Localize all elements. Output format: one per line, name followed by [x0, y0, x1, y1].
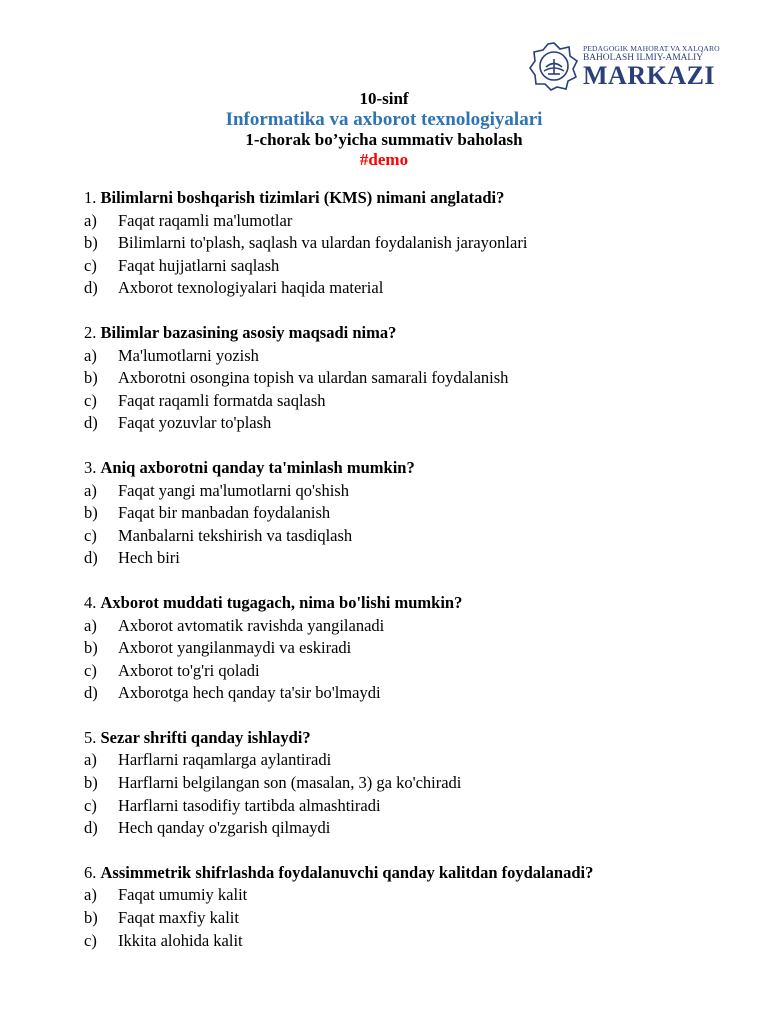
answer-option: [84, 277, 744, 300]
answer-option: [84, 637, 744, 660]
option-text: Faqat raqamli ma'lumotlar: [118, 210, 293, 230]
question-text: Bilimlarni boshqarish tizimlari (KMS) nimani anglatadi?: [100, 188, 505, 207]
option-text: Axborotni osongina topish va ulardan samarali foydalanish: [118, 368, 509, 388]
question-number: 5.: [84, 727, 97, 747]
question-list: [84, 187, 744, 974]
question-6: [84, 862, 744, 952]
answer-option: [84, 660, 744, 683]
option-text: Ikkita alohida kalit: [118, 930, 243, 950]
question-5: [84, 727, 744, 840]
option-letter: b): [84, 638, 98, 658]
answer-option: [84, 502, 744, 525]
option-letter: d): [84, 278, 98, 298]
question-text: Bilimlar bazasining asosiy maqsadi nima?: [100, 322, 397, 342]
answer-option: [84, 907, 744, 930]
option-letter: b): [84, 233, 98, 253]
option-letter: a): [84, 885, 97, 905]
answer-option: [84, 525, 744, 548]
option-text: Hech qanday o'zgarish qilmaydi: [118, 818, 331, 838]
answer-option: [84, 795, 744, 818]
option-text: Harflarni belgilangan son (masalan, 3) ga ko'chiradi: [118, 773, 462, 793]
subject-heading: Informatika va axborot texnologiyalari: [225, 109, 543, 130]
option-text: Faqat umumiy kalit: [118, 885, 248, 905]
option-letter: b): [84, 908, 98, 928]
option-letter: a): [84, 210, 97, 230]
grade-heading: 10-sinf: [359, 89, 409, 108]
option-text: Axborotga hech qanday ta'sir bo'lmaydi: [118, 683, 381, 703]
question-number: 3.: [84, 457, 97, 477]
answer-option: [84, 412, 744, 435]
demo-label: #demo: [359, 150, 409, 169]
option-text: Hech biri: [118, 548, 180, 568]
question-title: [84, 187, 744, 210]
question-title: [84, 322, 744, 345]
answer-option: [84, 210, 744, 233]
question-title: [84, 727, 744, 750]
option-text: Axborot texnologiyalari haqida material: [118, 278, 384, 298]
question-1: [84, 187, 744, 300]
logo-line-1: PEDAGOGIK MAHORAT VA XALQARO: [583, 44, 720, 53]
answer-option: [84, 884, 744, 907]
option-letter: a): [84, 345, 97, 365]
answer-option: [84, 547, 744, 570]
option-letter: a): [84, 750, 97, 770]
question-4: [84, 592, 744, 705]
question-2: [84, 322, 744, 435]
option-text: Harflarni raqamlarga aylantiradi: [118, 750, 332, 770]
option-text: Faqat yangi ma'lumotlarni qo'shish: [118, 480, 349, 500]
question-title: [84, 862, 744, 885]
answer-option: [84, 232, 744, 255]
question-title: [84, 592, 744, 615]
option-text: Axborot to'g'ri qoladi: [118, 660, 260, 680]
question-text: Axborot muddati tugagach, nima bo'lishi mumkin?: [100, 592, 463, 612]
option-text: Harflarni tasodifiy tartibda almashtiradi: [118, 795, 381, 815]
assessment-heading: 1-chorak bo’yicha summativ baholash: [245, 130, 523, 149]
question-title: [84, 457, 744, 480]
question-number: 2.: [84, 322, 97, 342]
option-text: Faqat yozuvlar to'plash: [118, 413, 272, 433]
institution-logo: [529, 40, 719, 92]
question-3: [84, 457, 744, 570]
answer-option: [84, 390, 744, 413]
option-letter: c): [84, 525, 97, 545]
answer-option: [84, 749, 744, 772]
logo-line-2: BAHOLASH ILMIY-AMALIY: [583, 53, 704, 63]
option-text: Faqat maxfiy kalit: [118, 908, 239, 928]
answer-option: [84, 345, 744, 368]
answer-option: [84, 255, 744, 278]
option-text: Faqat hujjatlarni saqlash: [118, 255, 280, 275]
answer-option: [84, 367, 744, 390]
answer-option: [84, 615, 744, 638]
option-letter: b): [84, 368, 98, 388]
question-number: 4.: [84, 592, 97, 612]
answer-option: [84, 930, 744, 953]
option-text: Faqat bir manbadan foydalanish: [118, 503, 331, 523]
question-text: Sezar shrifti qanday ishlaydi?: [100, 727, 311, 747]
option-letter: d): [84, 548, 98, 568]
answer-option: [84, 817, 744, 840]
option-letter: a): [84, 615, 97, 635]
question-text: Aniq axborotni qanday ta'minlash mumkin?: [100, 457, 415, 477]
option-text: Manbalarni tekshirish va tasdiqlash: [118, 525, 353, 545]
option-letter: c): [84, 660, 97, 680]
institution-emblem-icon: [529, 41, 579, 91]
question-number: 6.: [84, 862, 97, 882]
question-text: Assimmetrik shifrlashda foydalanuvchi qanday kalitdan foydalanadi?: [100, 862, 594, 882]
option-text: Axborot yangilanmaydi va eskiradi: [118, 638, 352, 658]
logo-line-3: MARKAZI: [583, 61, 716, 90]
option-letter: c): [84, 795, 97, 815]
question-number: 1.: [84, 188, 97, 207]
option-letter: d): [84, 818, 98, 838]
option-text: Bilimlarni to'plash, saqlash va ulardan foydalanish jarayonlari: [118, 233, 528, 253]
answer-option: [84, 772, 744, 795]
logo-text: [583, 44, 720, 88]
option-text: Faqat raqamli formatda saqlash: [118, 390, 326, 410]
option-text: Ma'lumotlarni yozish: [118, 345, 259, 365]
option-letter: a): [84, 480, 97, 500]
option-letter: c): [84, 930, 97, 950]
answer-option: [84, 682, 744, 705]
option-letter: b): [84, 503, 98, 523]
option-letter: d): [84, 683, 98, 703]
option-letter: c): [84, 390, 97, 410]
answer-option: [84, 480, 744, 503]
option-letter: b): [84, 773, 98, 793]
option-letter: d): [84, 413, 98, 433]
option-text: Axborot avtomatik ravishda yangilanadi: [118, 615, 385, 635]
option-letter: c): [84, 255, 97, 275]
